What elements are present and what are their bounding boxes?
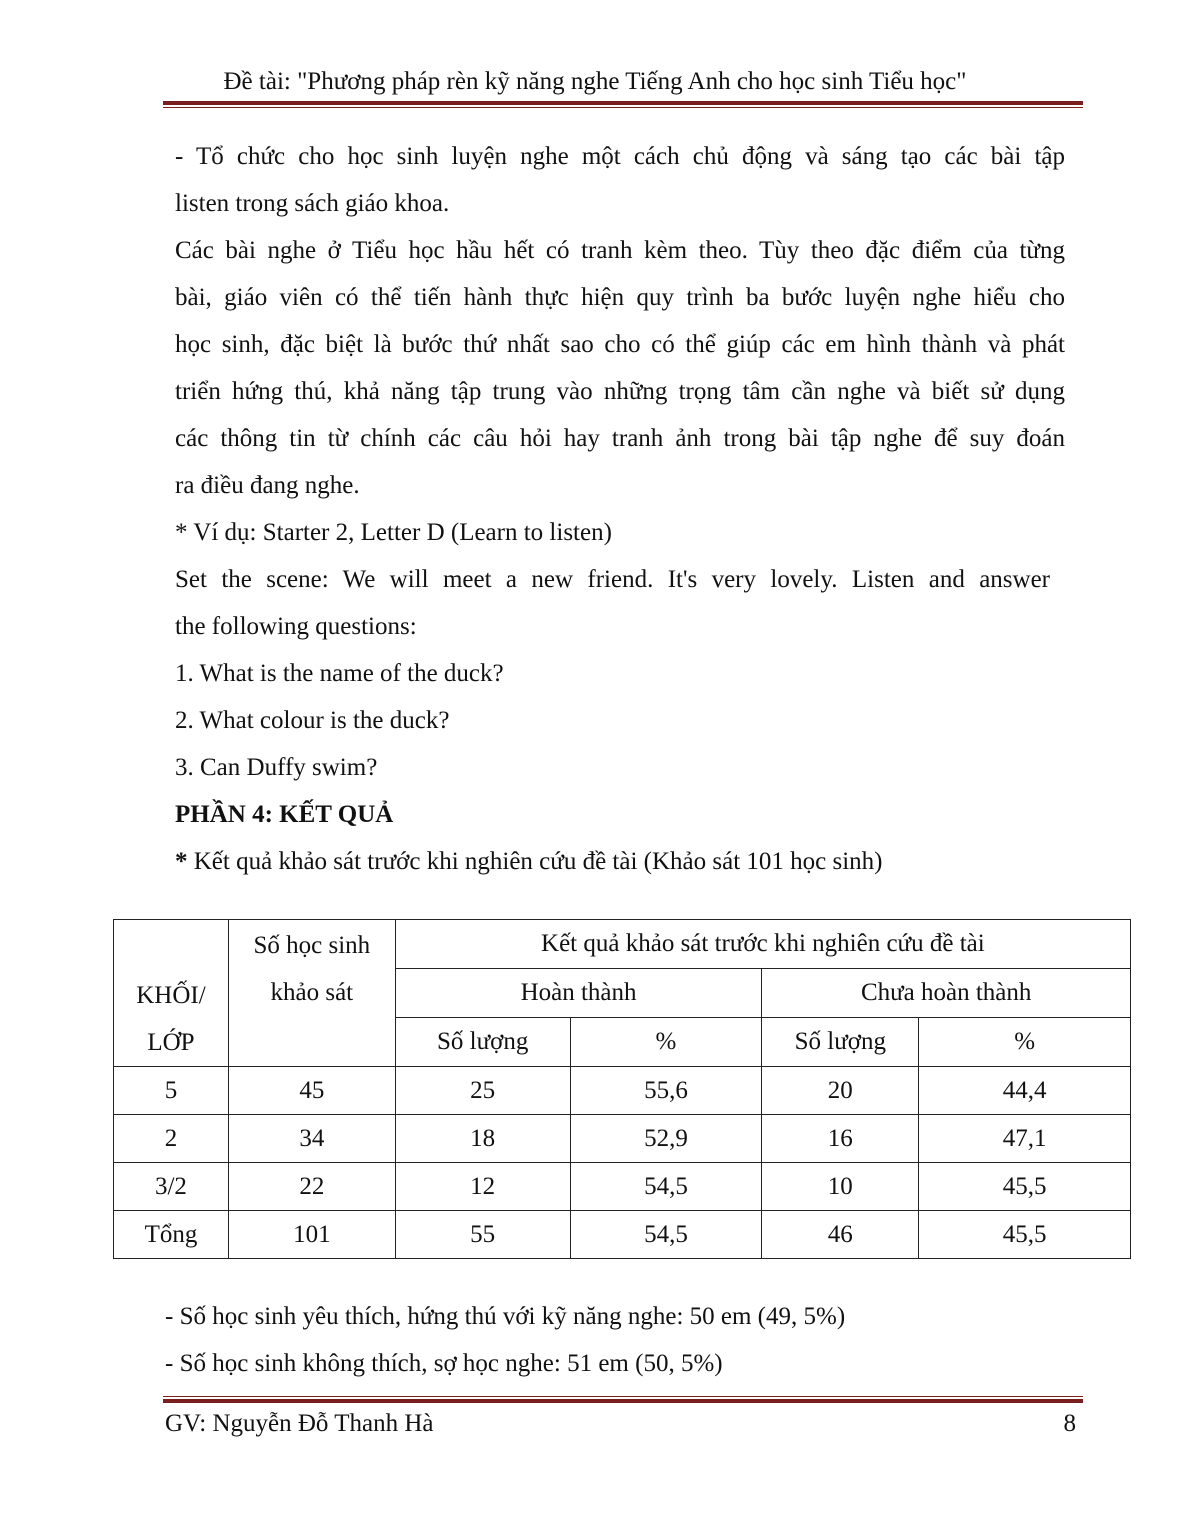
survey-table — [113, 919, 1131, 1259]
page-header-title: Đề tài: "Phương pháp rèn kỹ năng nghe Tiếng Anh cho học sinh Tiểu học" — [223, 68, 967, 95]
scene-line: Set the scene: We will meet a new friend. It's very lovely. Listen and answer — [175, 566, 1050, 593]
subheader-pct-cell: % — [570, 1018, 762, 1067]
header-rule-thin — [163, 107, 1083, 108]
table-header-row — [114, 920, 1131, 969]
table-cell: 52,9 — [570, 1115, 762, 1163]
table-cell: 20 — [762, 1067, 919, 1115]
header-count-line: khảo sát — [270, 979, 354, 1006]
footer-rule — [163, 1396, 1083, 1403]
table-cell: 16 — [762, 1115, 919, 1163]
table-cell: 54,5 — [570, 1163, 762, 1211]
paragraph-line: học sinh, đặc biệt là bước thứ nhất sao cho có thể giúp các em hình thành và phát — [175, 331, 1065, 358]
page-number: 8 — [1063, 1410, 1076, 1437]
header-incomplete-cell: Chưa hoàn thành — [762, 969, 1131, 1018]
table-cell: Tổng — [114, 1211, 229, 1259]
table-cell: 46 — [762, 1211, 919, 1259]
table-cell: 34 — [228, 1115, 395, 1163]
footer-rule-thin — [163, 1396, 1083, 1397]
paragraph-line: Các bài nghe ở Tiểu học hầu hết có tranh kèm theo. Tùy theo đặc điểm của từng — [175, 237, 1065, 264]
header-grade-line: LỚP — [147, 1029, 195, 1056]
paragraph-line: - Tổ chức cho học sinh luyện nghe một cách chủ động và sáng tạo các bài tập — [175, 143, 1065, 170]
survey-star: * — [175, 848, 188, 875]
table-cell: 55,6 — [570, 1067, 762, 1115]
paragraph-line: bài, giáo viên có thể tiến hành thực hiện quy trình ba bước luyện nghe hiểu cho — [175, 284, 1065, 311]
table-cell: 44,4 — [919, 1067, 1131, 1115]
example-line: * Ví dụ: Starter 2, Letter D (Learn to listen) — [175, 519, 612, 546]
header-result-cell: Kết quả khảo sát trước khi nghiên cứu đề tài — [395, 920, 1130, 969]
section-heading: PHẦN 4: KẾT QUẢ — [175, 801, 394, 828]
table-row — [114, 1163, 1131, 1211]
question-item: 3. Can Duffy swim? — [175, 754, 378, 781]
subheader-pct-cell: % — [919, 1018, 1131, 1067]
table-cell: 55 — [395, 1211, 570, 1259]
subheader-qty-cell: Số lượng — [762, 1018, 919, 1067]
header-grade-line: KHỐI/ — [136, 982, 206, 1009]
header-count-cell — [228, 920, 395, 1067]
paragraph-line: triển hứng thú, khả năng tập trung vào những trọng tâm cần nghe và biết sử dụng — [175, 378, 1065, 405]
table-row — [114, 1211, 1131, 1259]
note-like: - Số học sinh yêu thích, hứng thú với kỹ năng nghe: 50 em (49, 5%) — [165, 1303, 846, 1330]
question-item: 1. What is the name of the duck? — [175, 660, 504, 687]
table-cell: 47,1 — [919, 1115, 1131, 1163]
paragraph-line: listen trong sách giáo khoa. — [175, 190, 450, 217]
table-cell: 54,5 — [570, 1211, 762, 1259]
table-cell: 45 — [228, 1067, 395, 1115]
footer-author: GV: Nguyễn Đỗ Thanh Hà — [165, 1410, 434, 1437]
table-cell: 2 — [114, 1115, 229, 1163]
footer-rule-thick — [163, 1399, 1083, 1403]
table-row — [114, 1067, 1131, 1115]
table-cell: 45,5 — [919, 1211, 1131, 1259]
question-item: 2. What colour is the duck? — [175, 707, 450, 734]
header-complete-cell: Hoàn thành — [395, 969, 762, 1018]
header-rule-thick — [163, 101, 1083, 105]
subheader-qty-cell: Số lượng — [395, 1018, 570, 1067]
paragraph-line: các thông tin từ chính các câu hỏi hay tranh ảnh trong bài tập nghe để suy đoán — [175, 425, 1065, 452]
table-cell: 22 — [228, 1163, 395, 1211]
header-count-line: Số học sinh — [253, 932, 371, 959]
table-cell: 45,5 — [919, 1163, 1131, 1211]
table-cell: 25 — [395, 1067, 570, 1115]
survey-intro — [175, 848, 883, 876]
table-cell: 12 — [395, 1163, 570, 1211]
table-row — [114, 1115, 1131, 1163]
table-cell: 18 — [395, 1115, 570, 1163]
paragraph-line: ra điều đang nghe. — [175, 472, 360, 499]
table-cell: 5 — [114, 1067, 229, 1115]
note-dislike: - Số học sinh không thích, sợ học nghe: 51 em (50, 5%) — [165, 1350, 723, 1377]
scene-line: the following questions: — [175, 613, 417, 640]
header-rule — [163, 101, 1083, 108]
survey-intro-text: Kết quả khảo sát trước khi nghiên cứu đề tài (Khảo sát 101 học sinh) — [187, 848, 883, 875]
table-cell: 3/2 — [114, 1163, 229, 1211]
table-cell: 10 — [762, 1163, 919, 1211]
header-grade-cell — [114, 920, 229, 1067]
table-cell: 101 — [228, 1211, 395, 1259]
